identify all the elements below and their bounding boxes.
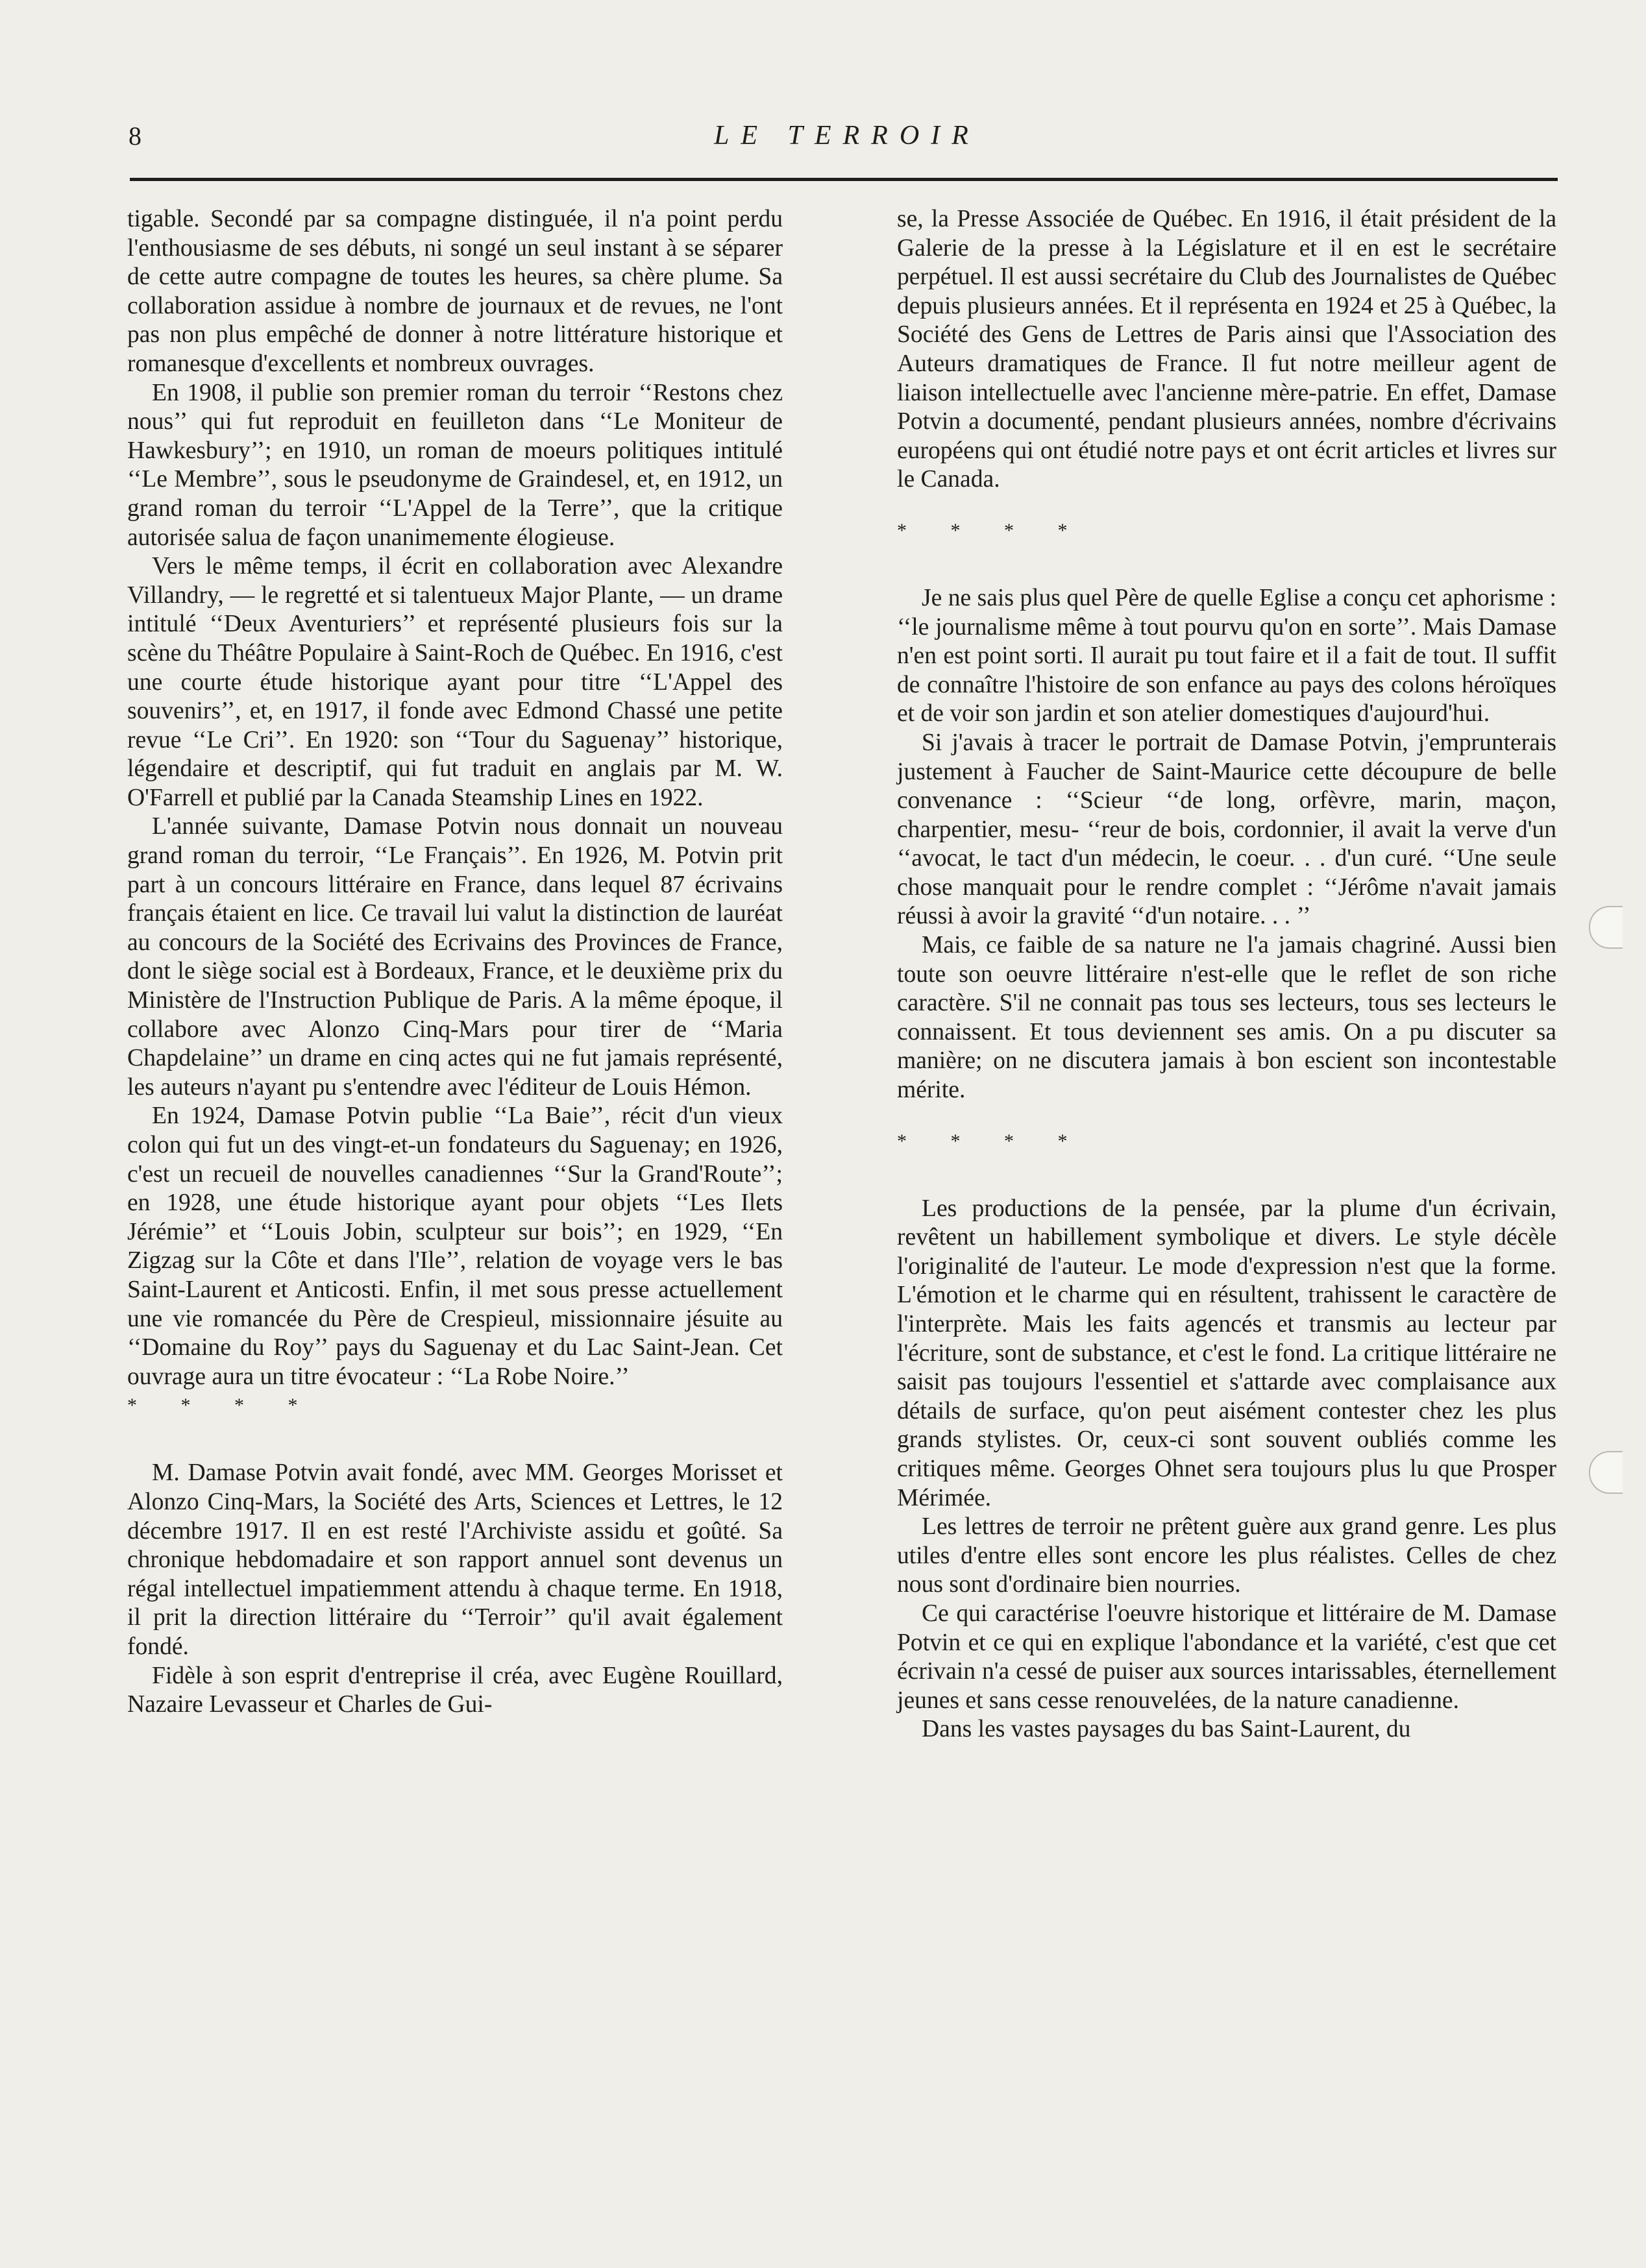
paragraph: Vers le même temps, il écrit en collaboration avec Alexandre Villandry, — le regretté et si talentueux Major Plante, — un drame intitulé ‘‘Deux Aventuriers’’ et représenté plusieurs fois sur la scène du Théâtre Populaire à Saint-Roch de Québec. En 1916, c'est une courte étude historique ayant pour titre ‘‘L'Appel des souvenirs’’, et, en 1917, il fonde avec Edmond Chassé une petite revue ‘‘Le Cri’’. En 1920: son ‘‘Tour du Saguenay’’ historique, légendaire et descriptif, qui fut traduit en anglais par M. W. O'Farrell et publié par la Canada Steamship Lines en 1922. xyxy=(127,553,783,811)
paragraph: En 1924, Damase Potvin publie ‘‘La Baie’’, récit d'un vieux colon qui fut un des vingt-et-un fondateurs du Saguenay; en 1926, c'est un recueil de nouvelles canadiennes ‘‘Sur la Grand'Route’’; en 1928, une étude historique ayant pour objets ‘‘Les Ilets Jérémie’’ et ‘‘Louis Jobin, sculpteur sur bois’’; en 1929, ‘‘En Zigzag sur la Côte et dans l'Ile’’, relation de voyage vers le bas Saint-Laurent et Anticosti. Enfin, il met sous presse actuellement une vie romancée du Père de Crespieul, missionnaire jésuite au ‘‘Domaine du Roy’’ pays du Saguenay et du Lac Saint-Jean. Cet ouvrage aura un titre évocateur : ‘‘La Robe Noire.’’ xyxy=(127,1103,783,1390)
paragraph: tigable. Secondé par sa compagne distinguée, il n'a point perdu l'enthousiasme de ses débuts, ni songé un seul instant à se séparer de cette autre compagne de toutes les heures, sa chère plume. Sa collaboration assidue à nombre de journaux et de revues, ne l'ont pas non plus empêché de donner à notre littérature historique et romanesque d'excellents et nombreux ouvrages. xyxy=(127,206,783,377)
paragraph: Si j'avais à tracer le portrait de Damase Potvin, j'emprunterais justement à Faucher de Saint-Maurice cette découpure de belle convenance : ‘‘Scieur ‘‘de long, orfèvre, marin, maçon, charpentier, mesu- ‘‘reur de bois, cordonnier, il avait la verve d'un ‘‘avocat, le tact d'un médecin, le coeur. . . d'un curé. ‘‘Une seule chose manquait pour le rendre complet : ‘‘Jérôme n'avait jamais réussi à avoir la gravité ‘‘d'un notaire. . . ’’ xyxy=(897,729,1556,930)
page-number: 8 xyxy=(129,121,141,151)
left-column xyxy=(127,205,783,1720)
paragraph: Les lettres de terroir ne prêtent guère aux grand genre. Les plus utiles d'entre elles sont encore les plus réalistes. Celles de chez nous sont d'ordinaire bien nourries. xyxy=(897,1513,1556,1598)
paragraph: Dans les vastes paysages du bas Saint-Laurent, du xyxy=(922,1716,1411,1743)
section-separator: * * * * xyxy=(897,1130,1087,1152)
paragraph: Je ne sais plus quel Père de quelle Eglise a conçu cet aphorisme : ‘‘le journalisme même à tout pourvu qu'on en sorte’’. Mais Damase n'en est point sorti. Il aurait pu tout faire et il a fait de tout. Il suffit de connaître l'histoire de son enfance au pays des colons héroïques et de voir son jardin et son atelier domestiques d'aujourd'hui. xyxy=(897,584,1556,727)
paragraph: Les productions de la pensée, par la plume d'un écrivain, revêtent un habillement symbolique et divers. Le style décèle l'originalité de l'auteur. Le mode d'expression n'est que la forme. L'émotion et le charme qui en résultent, trahissent le caractère de l'interprète. Mais les faits agencés et transmis au lecteur par l'écriture, sont de substance, et c'est le fond. La critique littéraire ne saisit pas toujours l'essentiel et s'attarde avec complaisance aux détails de surface, qu'on peut aisément contester chez les plus grands stylistes. Or, ceux-ci sont souvent oubliés comme les critiques même. Georges Ohnet sera toujours plus lu que Prosper Mérimée. xyxy=(897,1195,1556,1511)
header-rule xyxy=(130,178,1558,181)
binding-hole xyxy=(1589,1451,1623,1494)
paragraph: En 1908, il publie son premier roman du terroir ‘‘Restons chez nous’’ qui fut reproduit en feuilleton dans ‘‘Le Moniteur de Hawkesbury’’; en 1910, un roman de moeurs politiques intitulé ‘‘Le Membre’’, sous le pseudonyme de Graindesel, et, en 1912, un grand roman du terroir ‘‘L'Appel de la Terre’’, que la critique autorisée salua de façon unanimemente élogieuse. xyxy=(127,379,783,551)
paragraph: Ce qui caractérise l'oeuvre historique et littéraire de M. Damase Potvin et ce qui en explique l'abondance et la variété, c'est que cet écrivain n'a cessé de puiser aux sources intarissables, éternellement jeunes et sans cesse renouvelées, de la nature canadienne. xyxy=(897,1600,1556,1714)
section-separator: * * * * xyxy=(897,519,1087,541)
binding-hole xyxy=(1589,906,1623,949)
paragraph: L'année suivante, Damase Potvin nous donnait un nouveau grand roman du terroir, ‘‘Le Français’’. En 1926, M. Potvin prit part à un concours littéraire en France, dans lequel 87 écrivains français étaient en lice. Ce travail lui valut la distinction de lauréat au concours de la Société des Ecrivains des Provinces de France, dont le siège social est à Bordeaux, France, et le deuxième prix du Ministère de l'Instruction Publique de Paris. A la même époque, il collabore avec Alonzo Cinq-Mars pour tirer de ‘‘Maria Chapdelaine’’ un drame en cinq actes qui ne fut jamais représenté, les auteurs n'ayant pu s'entendre avec l'éditeur de Louis Hémon. xyxy=(127,813,783,1101)
paragraph: Fidèle à son esprit d'entreprise il créa, avec Eugène Rouillard, Nazaire Levasseur et Charles de Gui- xyxy=(127,1662,783,1718)
paragraph: M. Damase Potvin avait fondé, avec MM. Georges Morisset et Alonzo Cinq-Mars, la Société des Arts, Sciences et Lettres, le 12 décembre 1917. Il en est resté l'Archiviste assidu et goûté. Sa chronique hebdomadaire et son rapport annuel sont devenus un régal intellectuel impatiemment attendu à chaque terme. En 1918, il prit la direction littéraire du ‘‘Terroir’’ qu'il avait également fondé. xyxy=(127,1459,783,1660)
right-column xyxy=(897,205,1556,1744)
paragraph: Mais, ce faible de sa nature ne l'a jamais chagriné. Aussi bien toute son oeuvre littéraire n'est-elle que le reflet de son riche caractère. S'il ne connait pas tous ses lecteurs, tous ses lecteurs le connaissent. Et tous deviennent ses amis. On a pu discuter sa manière; on ne discutera jamais à bon escient son incontestable mérite. xyxy=(897,932,1556,1104)
paragraph: se, la Presse Associée de Québec. En 1916, il était président de la Galerie de la presse à la Législature et il en est le secrétaire perpétuel. Il est aussi secrétaire du Club des Journalistes de Québec depuis plusieurs années. Et il représenta en 1924 et 25 à Québec, la Société des Gens de Lettres de Paris ainsi que l'Association des Auteurs dramatiques de France. Il fut notre meilleur agent de liaison intellectuelle avec l'ancienne mère-patrie. En effet, Damase Potvin a documenté, pendant plusieurs années, nombre d'écrivains européens qui ont étudié notre pays et ont écrit articles et livres sur le Canada. xyxy=(897,206,1556,493)
running-head: LE TERROIR xyxy=(714,121,980,151)
section-separator: * * * * xyxy=(127,1395,317,1417)
